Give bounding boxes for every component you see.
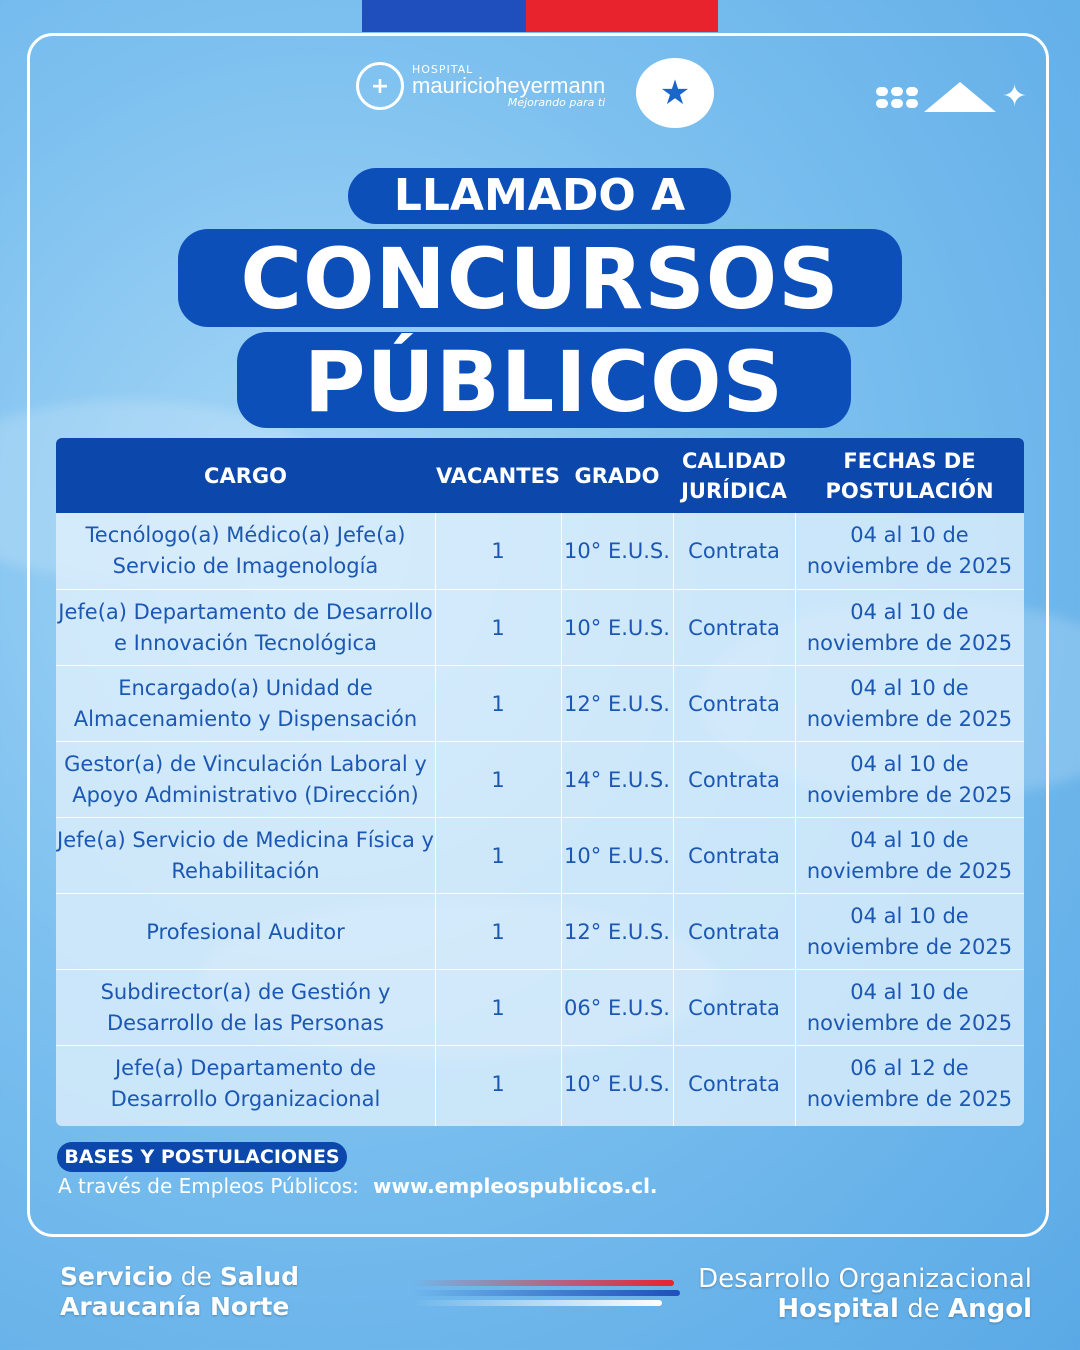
header-calidad-line1: CALIDAD: [682, 448, 786, 473]
cell-cargo: [56, 742, 435, 818]
cell-calidad: [673, 666, 795, 742]
cell-vacantes: [435, 818, 561, 894]
cell-calidad: [673, 970, 795, 1046]
cell-vacantes-text: 1: [491, 843, 505, 868]
cell-calidad: [673, 894, 795, 970]
cell-cargo-text: Jefe(a) Departamento de Desarrollo: [58, 600, 433, 624]
cell-calidad-text: Contrata: [688, 615, 780, 640]
cell-calidad: [673, 513, 795, 589]
cell-calidad-text: Contrata: [688, 1071, 780, 1096]
column-divider: [673, 513, 674, 1126]
footer-stripes: [412, 1278, 680, 1310]
cell-calidad-text: Contrata: [688, 538, 780, 563]
footer-right-word3: Angol: [947, 1294, 1032, 1324]
dots-icon: [876, 87, 918, 108]
table-row: [56, 893, 1024, 970]
cell-calidad-text: Contrata: [688, 995, 780, 1020]
cell-fechas-text: noviembre de 2025: [806, 1087, 1013, 1111]
table-row: [56, 513, 1024, 589]
bases-text: A través de Empleos Públicos:: [58, 1174, 359, 1198]
accreditation-seal-icon: ★: [636, 58, 714, 128]
cell-cargo-text: Desarrollo Organizacional: [110, 1087, 381, 1111]
cell-vacantes: [435, 513, 561, 589]
cell-grado-text: 10° E.U.S.: [564, 843, 670, 868]
cell-fechas: [795, 818, 1024, 894]
cell-fechas-text: 04 al 10 de: [850, 828, 969, 852]
cell-calidad-text: Contrata: [688, 843, 780, 868]
cell-cargo-text: e Innovación Tecnológica: [114, 631, 377, 655]
cell-grado-text: 10° E.U.S.: [564, 538, 670, 563]
decorative-graphic: [876, 79, 1028, 114]
title-line-3: PÚBLICOS: [237, 332, 851, 428]
table-row: [56, 1045, 1024, 1122]
cell-grado-text: 06° E.U.S.: [564, 995, 670, 1020]
cell-calidad-text: Contrata: [688, 691, 780, 716]
header-grado: GRADO: [574, 463, 660, 488]
cell-grado: [561, 1046, 673, 1122]
cell-calidad-text: Contrata: [688, 767, 780, 792]
concursos-table: [56, 438, 1024, 1126]
cell-cargo: [56, 818, 435, 894]
cell-vacantes-text: 1: [491, 538, 505, 563]
cell-grado-text: 14° E.U.S.: [564, 767, 670, 792]
cell-vacantes: [435, 1046, 561, 1122]
cell-vacantes: [435, 590, 561, 666]
cell-vacantes-text: 1: [491, 767, 505, 792]
cell-fechas-text: noviembre de 2025: [806, 631, 1013, 655]
cell-vacantes-text: 1: [491, 691, 505, 716]
logo-tagline: Mejorando para ti: [507, 96, 606, 109]
cell-calidad-text: Contrata: [688, 919, 780, 944]
cell-fechas: [795, 894, 1024, 970]
cell-grado-text: 12° E.U.S.: [564, 691, 670, 716]
footer-servicio-salud: [60, 1262, 299, 1322]
cell-fechas: [795, 742, 1024, 818]
cell-vacantes: [435, 742, 561, 818]
footer-hospital-angol: [698, 1264, 1032, 1324]
cell-fechas-text: noviembre de 2025: [806, 707, 1013, 731]
column-divider: [795, 513, 796, 1126]
cell-vacantes-text: 1: [491, 1071, 505, 1096]
table-row: [56, 817, 1024, 894]
header-vacantes: VACANTES: [435, 463, 561, 488]
title-line-2: CONCURSOS: [178, 229, 902, 327]
cell-fechas-text: noviembre de 2025: [806, 554, 1013, 578]
cell-cargo: [56, 513, 435, 589]
cell-grado-text: 12° E.U.S.: [564, 919, 670, 944]
cell-cargo: [56, 666, 435, 742]
header-fechas-line2: POSTULACIÓN: [825, 478, 994, 503]
empleos-publicos-link[interactable]: www.empleospublicos.cl.: [373, 1174, 658, 1198]
footer-left-word1: Servicio: [60, 1262, 173, 1291]
footer-left-word3: Salud: [219, 1262, 300, 1291]
table-row: [56, 665, 1024, 742]
hospital-logo-icon: +: [356, 62, 404, 110]
header-fechas: [795, 438, 1024, 513]
table-row: [56, 969, 1024, 1046]
cell-cargo-text: Almacenamiento y Dispensación: [73, 707, 418, 731]
cell-fechas: [795, 970, 1024, 1046]
cell-cargo-text: Rehabilitación: [171, 859, 320, 883]
cell-cargo-text: Subdirector(a) de Gestión y: [100, 980, 391, 1004]
cell-vacantes: [435, 894, 561, 970]
footer-right-line1: Desarrollo Organizacional: [698, 1264, 1032, 1294]
flag-red-bar: [526, 0, 718, 32]
cell-fechas-text: noviembre de 2025: [806, 859, 1013, 883]
cell-fechas-text: 04 al 10 de: [850, 676, 969, 700]
cell-calidad: [673, 1046, 795, 1122]
footer-right-word1: Hospital: [777, 1294, 899, 1324]
cell-fechas-text: 04 al 10 de: [850, 904, 969, 928]
cell-cargo: [56, 894, 435, 970]
cell-cargo-text: Desarrollo de las Personas: [107, 1011, 384, 1035]
header-fechas-line1: FECHAS DE: [843, 448, 976, 473]
table-row: [56, 741, 1024, 818]
cell-fechas-text: 04 al 10 de: [850, 980, 969, 1004]
cell-fechas-text: noviembre de 2025: [806, 783, 1013, 807]
cell-calidad: [673, 590, 795, 666]
bases-label: BASES Y POSTULACIONES: [57, 1142, 347, 1172]
header-cargo: CARGO: [204, 463, 287, 488]
cell-grado-text: 10° E.U.S.: [564, 1071, 670, 1096]
cell-fechas-text: 04 al 10 de: [850, 523, 969, 547]
header-calidad: [673, 438, 795, 513]
logo-small-text: HOSPITAL: [412, 63, 474, 76]
cell-calidad: [673, 742, 795, 818]
cell-grado: [561, 818, 673, 894]
footer-left-word2: de: [180, 1262, 212, 1291]
cell-cargo-text: Tecnólogo(a) Médico(a) Jefe(a): [85, 523, 406, 547]
cell-cargo-text: Servicio de Imagenología: [112, 554, 379, 578]
hospital-logo: [356, 62, 605, 110]
cell-grado: [561, 742, 673, 818]
cell-cargo-text: Encargado(a) Unidad de: [118, 676, 373, 700]
table-header: [56, 438, 1024, 513]
cell-cargo-text: Profesional Auditor: [146, 919, 345, 944]
cell-vacantes-text: 1: [491, 995, 505, 1020]
flag-blue-bar: [362, 0, 526, 32]
cell-grado: [561, 894, 673, 970]
title-line-1: LLAMADO A: [348, 168, 731, 224]
cell-cargo-text: Gestor(a) de Vinculación Laboral y: [64, 752, 427, 776]
cell-grado: [561, 513, 673, 589]
cell-calidad: [673, 818, 795, 894]
cell-fechas: [795, 590, 1024, 666]
footer-right-word2: de: [907, 1294, 940, 1324]
column-divider: [561, 513, 562, 1126]
cell-cargo-text: Apoyo Administrativo (Dirección): [72, 783, 419, 807]
cell-vacantes-text: 1: [491, 615, 505, 640]
table-row: [56, 589, 1024, 666]
mountains-icon: [924, 82, 996, 112]
cell-cargo: [56, 1046, 435, 1122]
column-divider: [435, 513, 436, 1126]
footer-left-line2: Araucanía Norte: [60, 1292, 290, 1321]
cell-fechas: [795, 1046, 1024, 1122]
cell-fechas-text: noviembre de 2025: [806, 935, 1013, 959]
sparkle-icon: ✦: [1002, 79, 1028, 114]
cell-vacantes-text: 1: [491, 919, 505, 944]
logo-name-text: mauricioheyermann: [412, 73, 606, 98]
cell-grado: [561, 970, 673, 1046]
cell-cargo-text: Jefe(a) Servicio de Medicina Física y: [57, 828, 434, 852]
cell-grado: [561, 666, 673, 742]
cell-vacantes: [435, 970, 561, 1046]
cell-grado-text: 10° E.U.S.: [564, 615, 670, 640]
cell-fechas-text: noviembre de 2025: [806, 1011, 1013, 1035]
cell-grado: [561, 590, 673, 666]
cell-cargo: [56, 970, 435, 1046]
cell-fechas-text: 04 al 10 de: [850, 752, 969, 776]
table-body: [56, 513, 1024, 1126]
cell-fechas-text: 06 al 12 de: [850, 1056, 969, 1080]
cell-fechas: [795, 513, 1024, 589]
cell-fechas-text: 04 al 10 de: [850, 600, 969, 624]
header-calidad-line2: JURÍDICA: [681, 478, 787, 503]
cell-vacantes: [435, 666, 561, 742]
cell-cargo: [56, 590, 435, 666]
cell-fechas: [795, 666, 1024, 742]
cell-cargo-text: Jefe(a) Departamento de: [114, 1056, 377, 1080]
